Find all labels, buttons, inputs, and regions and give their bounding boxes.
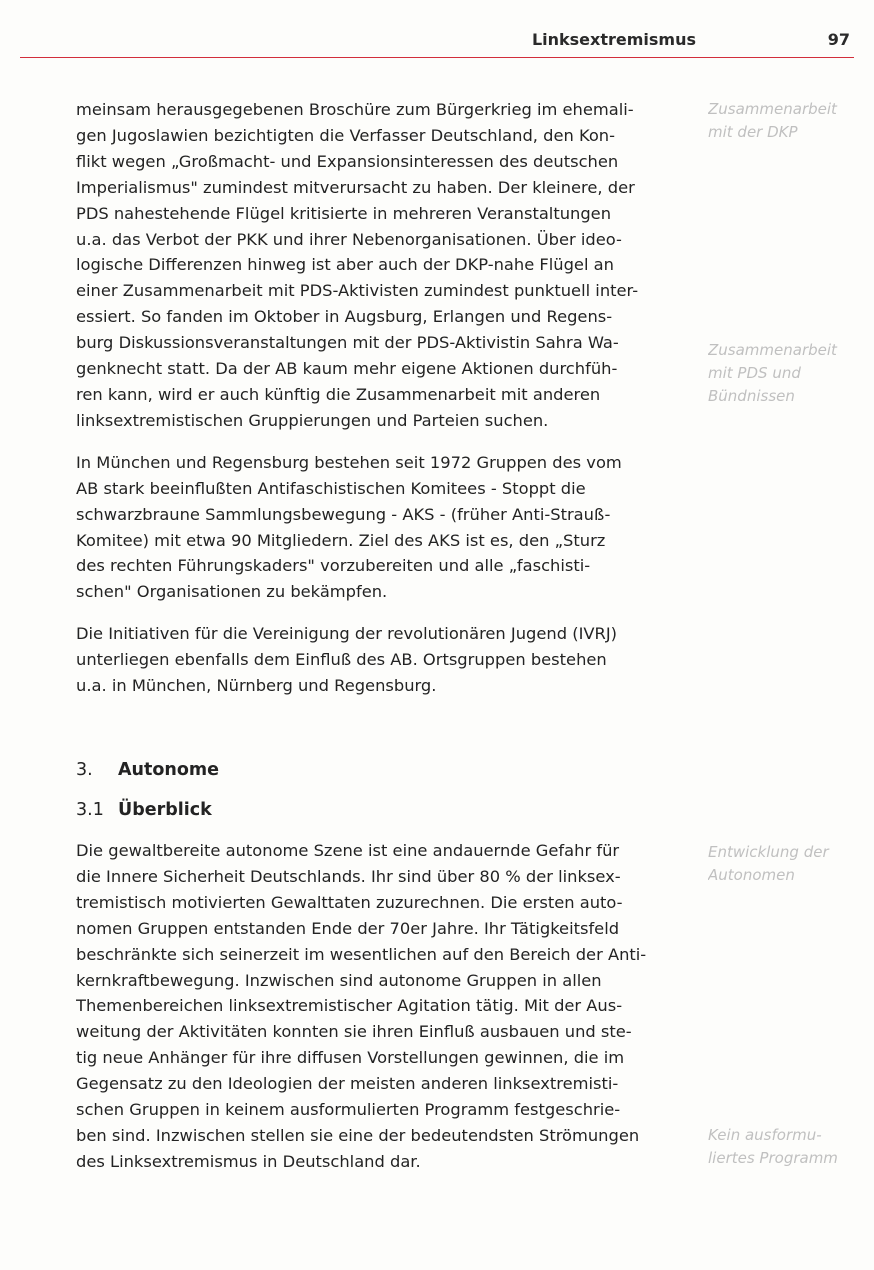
margin-note-line: Bündnissen	[708, 387, 795, 405]
margin-note-line: Zusammenarbeit	[708, 341, 837, 359]
text-line: PDS nahestehende Flügel kritisierte in mehreren Veranstaltungen	[76, 203, 612, 223]
body-text-autonome	[76, 838, 698, 1191]
text-line: AB stark beeinflußten Antifaschistischen Komitees - Stoppt die	[76, 478, 586, 498]
paragraph-cooperation	[76, 97, 698, 434]
text-line: nomen Gruppen entstanden Ende der 70er Jahre. Ihr Tätigkeitsfeld	[76, 918, 620, 938]
text-line: unterliegen ebenfalls dem Einfluß des AB. Ortsgruppen bestehen	[76, 650, 607, 670]
text-line: Die gewaltbereite autonome Szene ist eine andauernde Gefahr für	[76, 841, 620, 860]
margin-note-line: Kein ausformu-	[708, 1126, 822, 1144]
running-header-title: Linksextremismus	[531, 30, 696, 49]
text-line: weitung der Aktivitäten konnten sie ihren Einfluß ausbauen und ste-	[76, 1022, 632, 1042]
margin-note-line: liertes Programm	[708, 1149, 838, 1167]
paragraph-aks	[76, 450, 698, 605]
text-line: meinsam herausgegebenen Broschüre zum Bürgerkrieg im ehemali-	[76, 100, 634, 119]
margin-note-program	[708, 1124, 858, 1170]
text-line: u.a. das Verbot der PKK und ihrer Nebenorganisationen. Über ideo-	[76, 229, 622, 249]
text-line: Imperialismus" zumindest mitverursacht zu haben. Der kleinere, der	[76, 177, 635, 197]
text-line: schen" Organisationen zu bekämpfen.	[76, 582, 388, 602]
text-line: tremistisch motivierten Gewalttaten zuzurechnen. Die ersten auto-	[76, 892, 623, 912]
subsection-heading	[76, 798, 212, 822]
margin-note-dkp	[708, 98, 858, 144]
section-number: 3.	[76, 760, 93, 780]
text-line: des Linksextremismus in Deutschland dar.	[76, 1151, 421, 1171]
text-line: Die Initiativen für die Vereinigung der revolutionären Jugend (IVRJ)	[76, 624, 617, 644]
text-line: linksextremistischen Gruppierungen und Parteien suchen.	[76, 410, 549, 430]
margin-note-line: mit der DKP	[708, 123, 798, 141]
paragraph-ivrj	[76, 621, 698, 699]
subsection-number: 3.1	[76, 800, 104, 820]
text-line: einer Zusammenarbeit mit PDS-Aktivisten zumindest punktuell inter-	[76, 281, 639, 301]
header-divider	[20, 57, 854, 58]
text-line: die Innere Sicherheit Deutschlands. Ihr sind über 80 % der linksex-	[76, 866, 621, 886]
text-line: tig neue Anhänger für ihre diffusen Vorstellungen gewinnen, die im	[76, 1048, 625, 1068]
text-line: kernkraftbewegung. Inzwischen sind autonome Gruppen in allen	[76, 970, 602, 990]
text-line: u.a. in München, Nürnberg und Regensburg.	[76, 676, 437, 696]
section-heading	[76, 758, 219, 782]
text-line: Themenbereichen linksextremistischer Agitation tätig. Mit der Aus-	[76, 996, 623, 1016]
margin-note-line: Entwicklung der	[708, 843, 829, 861]
margin-note-line: mit PDS und	[708, 364, 801, 382]
text-line: genknecht statt. Da der AB kaum mehr eigene Aktionen durchfüh-	[76, 359, 618, 379]
text-line: schen Gruppen in keinem ausformulierten Programm festgeschrie-	[76, 1100, 621, 1120]
text-line: essiert. So fanden im Oktober in Augsburg, Erlangen und Regens-	[76, 307, 613, 327]
text-line: beschränkte sich seinerzeit im wesentlichen auf den Bereich der Anti-	[76, 944, 647, 964]
text-line: Komitee) mit etwa 90 Mitgliedern. Ziel des AKS ist es, den „Sturz	[76, 530, 606, 550]
text-line: Gegensatz zu den Ideologien der meisten anderen linksextremisti-	[76, 1074, 619, 1094]
text-line: logische Differenzen hinweg ist aber auch der DKP-nahe Flügel an	[76, 255, 614, 275]
text-line: In München und Regensburg bestehen seit 1972 Gruppen des vom	[76, 452, 622, 472]
margin-note-pds	[708, 339, 858, 408]
text-line: ren kann, wird er auch künftig die Zusammenarbeit mit anderen	[76, 384, 601, 404]
margin-note-line: Zusammenarbeit	[708, 100, 837, 118]
text-line: ben sind. Inzwischen stellen sie eine der bedeutendsten Strömungen	[76, 1125, 640, 1145]
paragraph-autonome	[76, 838, 698, 1175]
text-line: burg Diskussionsveranstaltungen mit der PDS-Aktivistin Sahra Wa-	[76, 333, 619, 353]
text-line: des rechten Führungskaders" vorzubereiten und alle „faschisti-	[76, 556, 591, 576]
subsection-title: Überblick	[118, 800, 212, 820]
margin-note-line: Autonomen	[708, 866, 795, 884]
margin-note-development	[708, 841, 858, 887]
text-line: gen Jugoslawien bezichtigten die Verfasser Deutschland, den Kon-	[76, 125, 615, 145]
page-number: 97	[827, 30, 850, 49]
text-line: schwarzbraune Sammlungsbewegung - AKS - (früher Anti-Strauß-	[76, 504, 611, 524]
section-title: Autonome	[118, 760, 219, 780]
body-text-top	[76, 97, 698, 715]
text-line: flikt wegen „Großmacht- und Expansionsinteressen des deutschen	[76, 151, 619, 171]
